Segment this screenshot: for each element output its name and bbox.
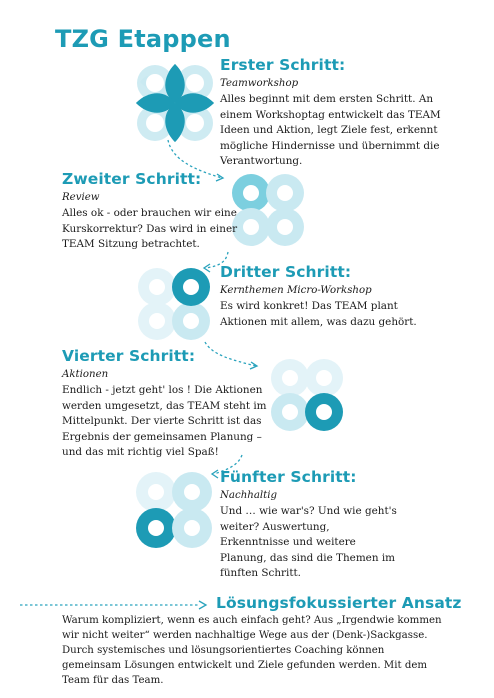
step-1-heading: Erster Schritt:	[220, 56, 346, 74]
page-title: TZG Etappen	[55, 25, 231, 53]
step-5-subtitle: Nachhaltig	[220, 490, 278, 501]
step-1-text: Alles beginnt mit dem ersten Schritt. An einem Workshoptag entwickelt das TEAM Ideen und Aktion, legt Ziele fest, erkennt mögliche Hindernisse und übernimmt die Verantwortung.	[220, 93, 441, 168]
step-3	[220, 263, 420, 330]
step-3-text: Es wird konkret! Das TEAM plant Aktionen mit allem, was dazu gehört.	[220, 300, 417, 328]
step-4-subtitle: Aktionen	[62, 369, 109, 380]
flower-icon-step-4	[268, 356, 346, 434]
step-2-subtitle: Review	[62, 192, 100, 203]
footer-text: Warum kompliziert, wenn es auch einfach geht? Aus „Irgendwie kommen wir nicht weiter“ werden nachhaltige Wege aus der (Denk-)Sackgasse. Durch systemisches und lösungsorientiertes Coaching können gemeinsam Lösungen entwickelt und Ziele gefunden werden. Mit dem Team für das Team.	[62, 615, 442, 686]
footer-heading: Lösungsfokussierter Ansatz	[216, 594, 462, 612]
step-5	[220, 468, 402, 582]
step-1	[220, 56, 456, 170]
flower-icon-step-1	[132, 60, 218, 146]
step-5-heading: Fünfter Schritt:	[220, 468, 357, 486]
step-2	[62, 170, 238, 253]
step-4-text: Endlich - jetzt geht' los ! Die Aktionen werden umgesetzt, das TEAM steht im Mittelpunkt. Der vierte Schritt ist das Ergebnis der gemeinsamen Planung – und das mit richtig viel Spaß!	[62, 384, 267, 459]
flower-icon-step-3	[136, 266, 212, 342]
step-4-heading: Vierter Schritt:	[62, 347, 196, 365]
flower-icon-step-2	[230, 172, 306, 248]
step-2-text: Alles ok - oder brauchen wir eine Kurskorrektur? Das wird in einer TEAM Sitzung betrachtet.	[62, 207, 238, 251]
step-2-heading: Zweiter Schritt:	[62, 170, 202, 188]
step-3-heading: Dritter Schritt:	[220, 263, 352, 281]
step-1-subtitle: Teamworkshop	[220, 78, 299, 89]
step-3-subtitle: Kernthemen Micro-Workshop	[220, 285, 372, 296]
step-4	[62, 347, 272, 461]
flower-icon-step-5	[134, 470, 214, 550]
step-5-text: Und … wie war's? Und wie geht's weiter? Auswertung, Erkenntnisse und weitere Planung, das sind die Themen im fünften Schritt.	[220, 505, 397, 580]
